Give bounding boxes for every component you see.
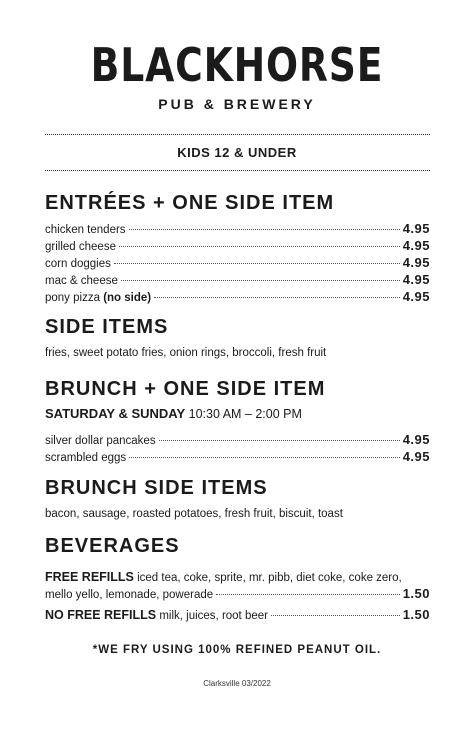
brunch-schedule [45,406,302,421]
item-price: 4.95 [402,289,430,304]
item-name: scrambled eggs [45,452,127,464]
dot-leader [129,229,400,230]
free-refills-label: FREE REFILLS [45,570,134,584]
entrees-heading: ENTRÉES + ONE SIDE ITEM [45,192,335,214]
item-name: corn doggies [45,258,111,270]
item-price: 4.95 [402,221,430,236]
dot-leader [271,615,400,616]
free-refills-text: iced tea, coke, sprite, mr. pibb, diet coke, coke zero, [133,572,402,584]
item-name: pony pizza [45,292,104,304]
brunch-sides-heading: BRUNCH SIDE ITEMS [45,477,268,499]
dot-leader [114,263,400,264]
no-free-refills-line [45,608,268,622]
free-refills-text-2: mello yello, lemonade, powerade [45,589,214,601]
free-refills-line [45,570,435,584]
brand-subtitle: PUB & BREWERY [158,96,316,112]
menu-item [45,255,430,271]
brunch-sides-list: bacon, sausage, roasted potatoes, fresh fruit, biscuit, toast [45,508,343,520]
item-price: 1.50 [402,607,430,622]
item-price: 4.95 [402,272,430,287]
brunch-days: SATURDAY & SUNDAY [45,406,186,421]
no-free-refills-label: NO FREE REFILLS [45,608,157,622]
dot-leader [121,280,400,281]
menu-item [45,449,430,465]
item-price: 4.95 [402,255,430,270]
item-name-wrap [45,292,151,304]
menu-item [45,238,430,254]
item-note: (no side) [103,292,152,304]
menu-item [45,289,430,305]
dot-leader [119,246,400,247]
item-price: 1.50 [402,586,430,601]
dot-leader [159,440,400,441]
menu-item [45,586,430,602]
footer-location-date: Clarksville 03/2022 [203,679,271,688]
beverages-heading: BEVERAGES [45,535,180,557]
kids-heading: KIDS 12 & UNDER [177,145,297,160]
item-name: mac & cheese [45,275,118,287]
brunch-hours: 10:30 AM – 2:00 PM [185,407,302,421]
divider-top [45,134,430,135]
dot-leader [129,457,400,458]
menu-item [45,607,430,623]
dot-leader [216,594,400,595]
item-price: 4.95 [402,449,430,464]
fry-oil-note: *WE FRY USING 100% REFINED PEANUT OIL. [92,644,382,656]
menu-item [45,272,430,288]
sides-heading: SIDE ITEMS [45,316,169,338]
item-price: 4.95 [402,238,430,253]
item-name: chicken tenders [45,224,126,236]
dot-leader [154,297,400,298]
sides-list: fries, sweet potato fries, onion rings, broccoli, fresh fruit [45,347,327,359]
brand-logo: BLACKHORSE [90,38,384,92]
brunch-heading: BRUNCH + ONE SIDE ITEM [45,378,326,400]
item-name: silver dollar pancakes [45,435,156,447]
divider-bottom [45,170,430,171]
menu-item [45,432,430,448]
menu-item [45,221,430,237]
item-price: 4.95 [402,432,430,447]
item-name: grilled cheese [45,241,116,253]
no-free-refills-text: milk, juices, root beer [156,610,268,622]
